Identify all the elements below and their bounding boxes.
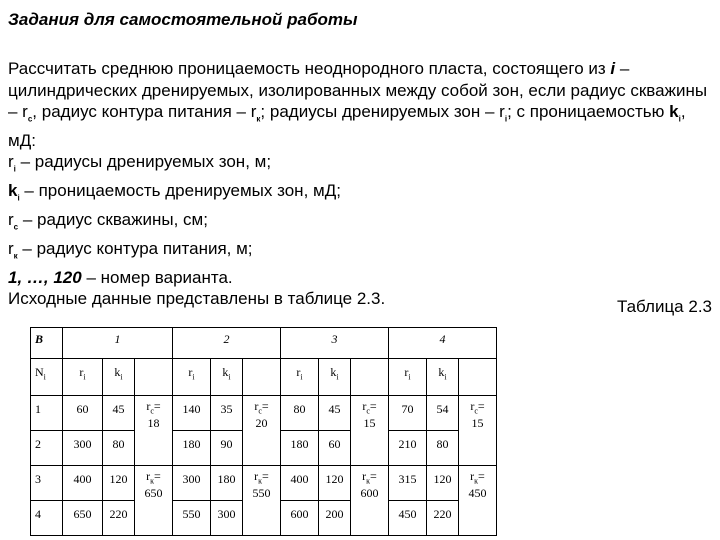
cell-k: 60: [319, 431, 351, 466]
cell-r: 600: [281, 501, 319, 536]
task-paragraph: Рассчитать среднюю проницаемость неоднородного пласта, состоящего из i – цилиндрических дренируемых, изолированных между собой зон, если радиус скважины – $r_c$, радиус контура питания – $r_к$; радиусы дренируемых зон – $r_i$; с проницаемостью $k_i$, мД:: [8, 59, 708, 150]
empty-header-cell: [135, 359, 173, 396]
cell-r: 80: [281, 396, 319, 431]
rc-cell: $r_c=$ 15: [351, 396, 389, 466]
table-row: [31, 396, 497, 431]
rk-cell: $r_к=$ 600: [351, 466, 389, 536]
definition-rc: $r_c$ – радиус скважины, см;: [8, 210, 208, 232]
rc-cell: $r_c=$ 15: [459, 396, 497, 466]
col-r-header: $r_i$: [389, 359, 427, 396]
cell-r: 550: [173, 501, 211, 536]
rk-cell: $r_к=$ 550: [243, 466, 281, 536]
variant-3-header: 3: [281, 328, 389, 359]
cell-r: 180: [173, 431, 211, 466]
cell-k: 54: [427, 396, 459, 431]
cell-k: 180: [211, 466, 243, 501]
definition-rk: $r_к$ – радиус контура питания, м;: [8, 239, 253, 261]
col-k-header: $k_i$: [319, 359, 351, 396]
definition-ki: $k_i$ – проницаемость дренируемых зон, мД;: [8, 181, 341, 203]
col-k-header: $k_i$: [427, 359, 459, 396]
index-header-cell: $N_i$: [31, 359, 63, 396]
cell-k: 35: [211, 396, 243, 431]
rk-cell: $r_к=$ 650: [135, 466, 173, 536]
cell-k: 220: [103, 501, 135, 536]
cell-r: 210: [389, 431, 427, 466]
cell-r: 300: [173, 466, 211, 501]
cell-r: 140: [173, 396, 211, 431]
cell-k: 45: [103, 396, 135, 431]
cell-k: 80: [103, 431, 135, 466]
rk-cell: $r_к=$ 450: [459, 466, 497, 536]
rc-cell: $r_c=$ 20: [243, 396, 281, 466]
col-k-header: $k_i$: [211, 359, 243, 396]
table-header-columns: [31, 359, 497, 396]
table-header-variants: [31, 328, 497, 359]
cell-k: 90: [211, 431, 243, 466]
cell-r: 180: [281, 431, 319, 466]
variant-header-cell: В: [31, 328, 63, 359]
cell-r: 300: [63, 431, 103, 466]
col-k-header: $k_i$: [103, 359, 135, 396]
cell-r: 70: [389, 396, 427, 431]
cell-k: 300: [211, 501, 243, 536]
row-index: 2: [31, 431, 63, 466]
cell-k: 120: [103, 466, 135, 501]
cell-k: 120: [319, 466, 351, 501]
cell-r: 400: [281, 466, 319, 501]
task-text: [8, 58, 708, 310]
cell-k: 120: [427, 466, 459, 501]
cell-r: 400: [63, 466, 103, 501]
cell-k: 200: [319, 501, 351, 536]
row-index: 4: [31, 501, 63, 536]
col-r-header: $r_i$: [173, 359, 211, 396]
empty-header-cell: [459, 359, 497, 396]
data-table: [30, 327, 497, 536]
cell-k: 220: [427, 501, 459, 536]
col-r-header: $r_i$: [63, 359, 103, 396]
cell-r: 650: [63, 501, 103, 536]
empty-header-cell: [243, 359, 281, 396]
cell-r: 450: [389, 501, 427, 536]
cell-k: 80: [427, 431, 459, 466]
table-row: [31, 466, 497, 501]
row-index: 1: [31, 396, 63, 431]
row-index: 3: [31, 466, 63, 501]
cell-r: 315: [389, 466, 427, 501]
col-r-header: $r_i$: [281, 359, 319, 396]
table-caption: Таблица 2.3: [616, 297, 712, 316]
variant-1-header: 1: [63, 328, 173, 359]
definition-variants: 1, …, 120 – номер варианта.: [8, 267, 233, 287]
variant-4-header: 4: [389, 328, 497, 359]
variant-2-header: 2: [173, 328, 281, 359]
page-heading: Задания для самостоятельной работы: [8, 10, 358, 29]
cell-r: 60: [63, 396, 103, 431]
cell-k: 45: [319, 396, 351, 431]
empty-header-cell: [351, 359, 389, 396]
data-reference: Исходные данные представлены в таблице 2.3.: [8, 289, 386, 309]
definition-ri: $r_i$ – радиусы дренируемых зон, м;: [8, 152, 272, 174]
rc-cell: $r_c=$ 18: [135, 396, 173, 466]
